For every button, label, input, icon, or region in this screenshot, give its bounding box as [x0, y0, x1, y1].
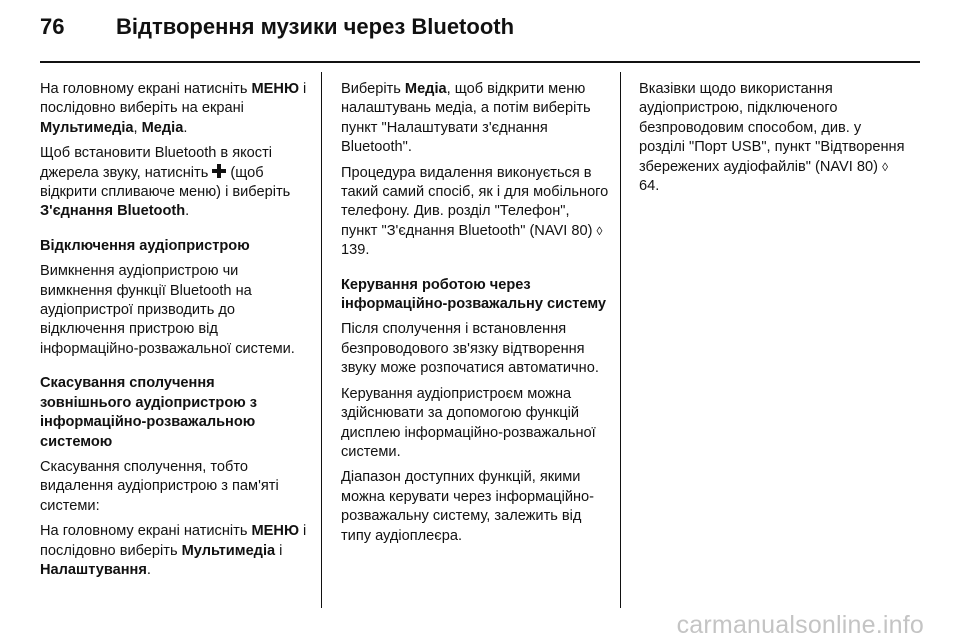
paragraph: Процедура видалення виконується в такий самий спосіб, як і для мобільного телефону. Див. розділ "Телефон", пункт "З'єднання Bluetooth" (NAVI 80) ◊ 139.: [341, 164, 609, 259]
paragraph: На головному екрані натисніть МЕНЮ і послідовно виберіть на екрані Мультимедіа, Медіа.: [40, 81, 307, 136]
paragraph: Керування аудіопристроєм можна здійснювати за допомогою функцій дисплею інформаційно-розважальної системи.: [341, 385, 596, 460]
watermark: carmanualsonline.info: [676, 611, 924, 639]
page-title: Відтворення музики через Bluetooth: [116, 14, 515, 39]
paragraph: Щоб встановити Bluetooth в якості джерела звуку, натисніть (щоб відкрити спливаюче меню) і виберіть З'єднання Bluetooth.: [40, 145, 291, 220]
column-divider: [321, 72, 322, 608]
paragraph: Скасування сполучення, тобто видалення аудіопристрою з пам'яті системи:: [40, 458, 279, 514]
section-heading: Відключення аудіопристрою: [40, 237, 250, 254]
column-divider: [620, 72, 621, 608]
paragraph: На головному екрані натисніть МЕНЮ і послідовно виберіть Мультимедіа і Налаштування.: [40, 523, 307, 578]
paragraph: Виберіть Медіа, щоб відкрити меню налаштувань медіа, а потім виберіть пункт "Налаштувати з'єднання Bluetooth".: [341, 81, 591, 156]
column-1: [40, 80, 308, 586]
reference-arrow-icon: ◊: [596, 223, 603, 238]
paragraph: Вимкнення аудіопристрою чи вимкнення функції Bluetooth на аудіопристрої призводить до відключення пристрою від інформаційно-розважальної системи.: [40, 263, 295, 357]
page-header: [40, 14, 514, 40]
page-reference[interactable]: 139.: [341, 242, 370, 259]
section-heading: Керування роботою через інформаційно-розважальну систему: [341, 276, 607, 313]
page-number: 76: [40, 14, 65, 39]
paragraph: Вказівки щодо використання аудіопристрою, підключеного безпроводовим способом, див. у розділі "Порт USB", пункт "Відтворення збережених аудіофайлів" (NAVI 80) ◊ 64.: [639, 81, 905, 195]
header-rule: [40, 61, 920, 63]
column-2: [341, 80, 609, 552]
reference-arrow-icon: ◊: [882, 159, 888, 174]
paragraph: Після сполучення і встановлення безпроводового зв'язку відтворення звуку може розпочатися автоматично.: [341, 321, 599, 377]
column-3: [639, 80, 907, 202]
plus-icon: [212, 164, 226, 178]
page-reference[interactable]: 64.: [639, 178, 660, 195]
section-heading: Скасування сполучення зовнішнього аудіопристрою з інформаційно-розважальною системою: [40, 375, 258, 450]
paragraph: Діапазон доступних функцій, якими можна керувати через інформаційно-розважальну систему, залежить від типу аудіоплеєра.: [341, 469, 595, 544]
